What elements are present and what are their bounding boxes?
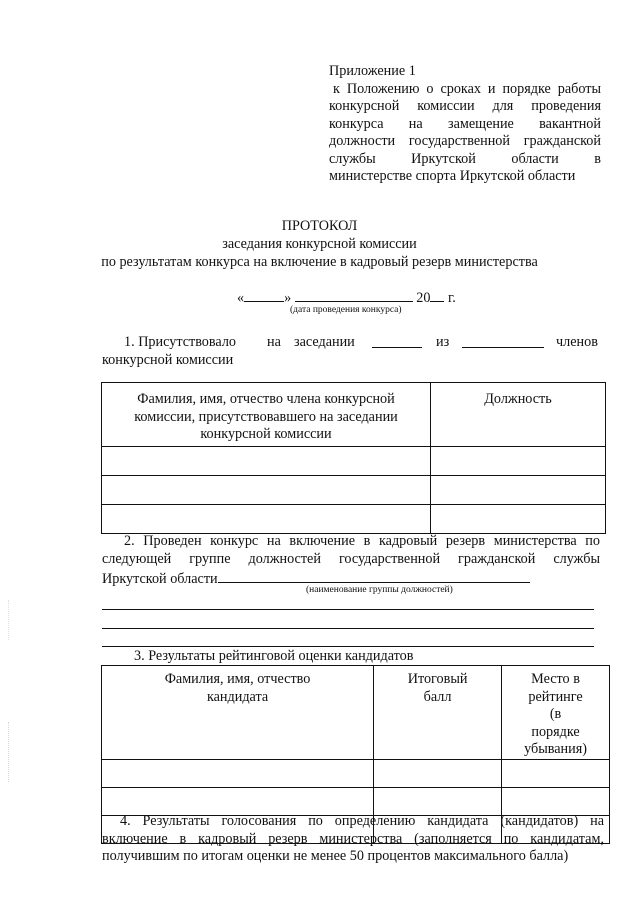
- table-cell: [102, 759, 374, 787]
- date-close-quote: »: [284, 290, 292, 306]
- section2-line: следующей группе должностей государственной гражданской службы: [102, 550, 600, 567]
- section4-line: включение в кадровый резерв министерства (заполняется по кандидатам,: [102, 830, 604, 847]
- section2-region: Иркутской области: [102, 571, 218, 587]
- date-year: 20: [416, 290, 431, 306]
- appendix-line: к Положению о сроках и порядке работы: [333, 80, 601, 97]
- position-group-caption: (наименование группы должностей): [306, 585, 453, 595]
- table-row: [102, 447, 606, 476]
- table-cell: [102, 787, 374, 815]
- table-header-row: [102, 383, 606, 447]
- table-row: [102, 476, 606, 505]
- appendix-block: [329, 63, 601, 186]
- blank-line: [102, 646, 594, 647]
- day-blank: [244, 288, 284, 302]
- date-suffix: г.: [448, 290, 456, 306]
- year-blank: [430, 288, 444, 302]
- document-subtitle: по результатам конкурса на включение в кадровый резерв министерства: [101, 254, 538, 270]
- table-cell: [102, 447, 431, 476]
- table-cell: [102, 476, 431, 505]
- appendix-line: Приложение 1: [329, 63, 416, 79]
- commission-members-table: [101, 382, 606, 534]
- section2-paragraph: [102, 533, 600, 568]
- table-header-cell: Фамилия, имя, отчество кандидата: [102, 666, 374, 760]
- table-cell: [431, 505, 606, 534]
- table-cell: [502, 759, 610, 787]
- table-header-cell: Фамилия, имя, отчество члена конкурсной комиссии, присутствовавшего на заседании конкурсной комиссии: [102, 383, 431, 447]
- month-blank: [295, 288, 413, 302]
- section1-word: заседании: [294, 334, 355, 350]
- table-row: [102, 759, 610, 787]
- total-count-blank: [462, 334, 544, 348]
- table-cell: [431, 476, 606, 505]
- table-cell: [431, 447, 606, 476]
- table-header-row: [102, 666, 610, 760]
- table-header-cell: Итоговый балл: [374, 666, 502, 760]
- section1-line1: [102, 334, 600, 352]
- present-count-blank: [372, 334, 422, 348]
- table-cell: [374, 787, 502, 815]
- section1-line2: конкурсной комиссии: [102, 352, 234, 368]
- section1-word: из: [436, 334, 450, 350]
- table-cell: [502, 787, 610, 815]
- section4-paragraph: [102, 813, 604, 866]
- appendix-line: должности государственной гражданской: [329, 133, 601, 149]
- section1-word: на: [267, 334, 281, 350]
- section4-line: получившим по итогам оценки не менее 50 процентов максимального балла): [102, 848, 569, 864]
- scan-margin-mark: [8, 722, 11, 782]
- section3-heading: 3. Результаты рейтинговой оценки кандидатов: [134, 648, 414, 664]
- appendix-line: службы Иркутской области в: [329, 150, 601, 167]
- date-caption: (дата проведения конкурса): [290, 305, 402, 315]
- appendix-line: конкурсной комиссии для проведения: [329, 98, 601, 114]
- table-cell: [102, 505, 431, 534]
- scan-margin-mark: [8, 600, 11, 640]
- table-cell: [374, 759, 502, 787]
- document-subtitle: заседания конкурсной комиссии: [222, 236, 417, 252]
- position-group-blank: [218, 569, 530, 583]
- section2-line: 2. Проведен конкурс на включение в кадровый резерв министерства по: [124, 533, 600, 549]
- appendix-line: конкурса на замещение вакантной: [329, 115, 601, 132]
- blank-line: [102, 628, 594, 629]
- table-header-cell: Должность: [431, 383, 606, 447]
- section1-word: 1. Присутствовало: [124, 334, 236, 350]
- table-header-cell: Место в рейтинге (в порядке убывания): [502, 666, 610, 760]
- appendix-line: министерстве спорта Иркутской области: [329, 168, 576, 184]
- date-open-quote: «: [237, 290, 245, 306]
- table-row: [102, 505, 606, 534]
- section4-line: 4. Результаты голосования по определению кандидата (кандидатов) на: [120, 813, 604, 829]
- section1-word: членов: [556, 334, 598, 350]
- blank-line: [102, 609, 594, 610]
- table-row: [102, 787, 610, 815]
- document-title: ПРОТОКОЛ: [281, 218, 358, 234]
